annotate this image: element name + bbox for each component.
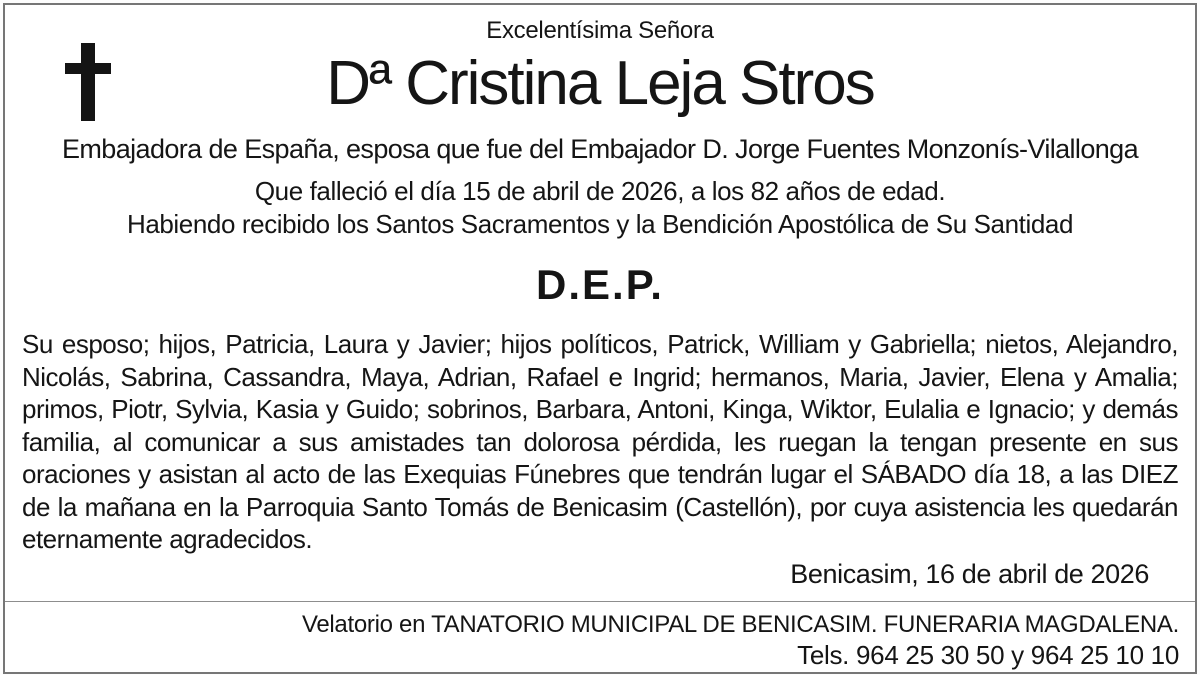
notice-border-frame bbox=[3, 3, 1197, 674]
deceased-name: Dª Cristina Leja Stros bbox=[326, 49, 874, 118]
footer-divider bbox=[5, 601, 1195, 602]
death-date-line: Que falleció el día 15 de abril de 2026, a los 82 años de edad. bbox=[254, 176, 946, 206]
sacraments-line: Habiendo recibido los Santos Sacramentos y la Bendición Apostólica de Su Santidad bbox=[126, 209, 1074, 239]
family-announcement-paragraph: Su esposo; hijos, Patricia, Laura y Javier; hijos políticos, Patrick, William y Gabriella; nietos, Alejandro, Nicolás, Sabrina, Cassandra, Maya, Adrian, Rafael e Ingrid; hermanos, Maria, Javier, Elena y Amalia; primos, Piotr, Sylvia, Kasia y Guido; sobrinos, Barbara, Antoni, Kinga, Wiktor, Eulalia e Ignacio; y demás familia, al comunicar a sus amistades tan dolorosa pérdida, les ruegan la tengan presente en sus oraciones y asistan al acto de las Exequias Fúnebres que tendrán lugar el SÁBADO día 18, a las DIEZ de la mañana en la Parroquia Santo Tomás de Benicasim (Castellón), por cuya asistencia les quedarán eternamente agradecidos. bbox=[22, 329, 1178, 554]
dep-abbreviation: D.E.P. bbox=[536, 261, 664, 308]
phone-numbers-line: Tels. 964 25 30 50 y 964 25 10 10 bbox=[797, 639, 1179, 670]
honorific-line: Excelentísima Señora bbox=[486, 17, 714, 44]
notice-footer bbox=[5, 610, 1195, 671]
place-date-line: Benicasim, 16 de abril de 2026 bbox=[790, 558, 1149, 589]
latin-cross-icon bbox=[65, 43, 111, 121]
title-line: Embajadora de España, esposa que fue del Embajador D. Jorge Fuentes Monzonís-Vilallonga bbox=[62, 134, 1138, 164]
wake-location-line: Velatorio en TANATORIO MUNICIPAL DE BENICASIM. FUNERARIA MAGDALENA. bbox=[301, 610, 1179, 638]
